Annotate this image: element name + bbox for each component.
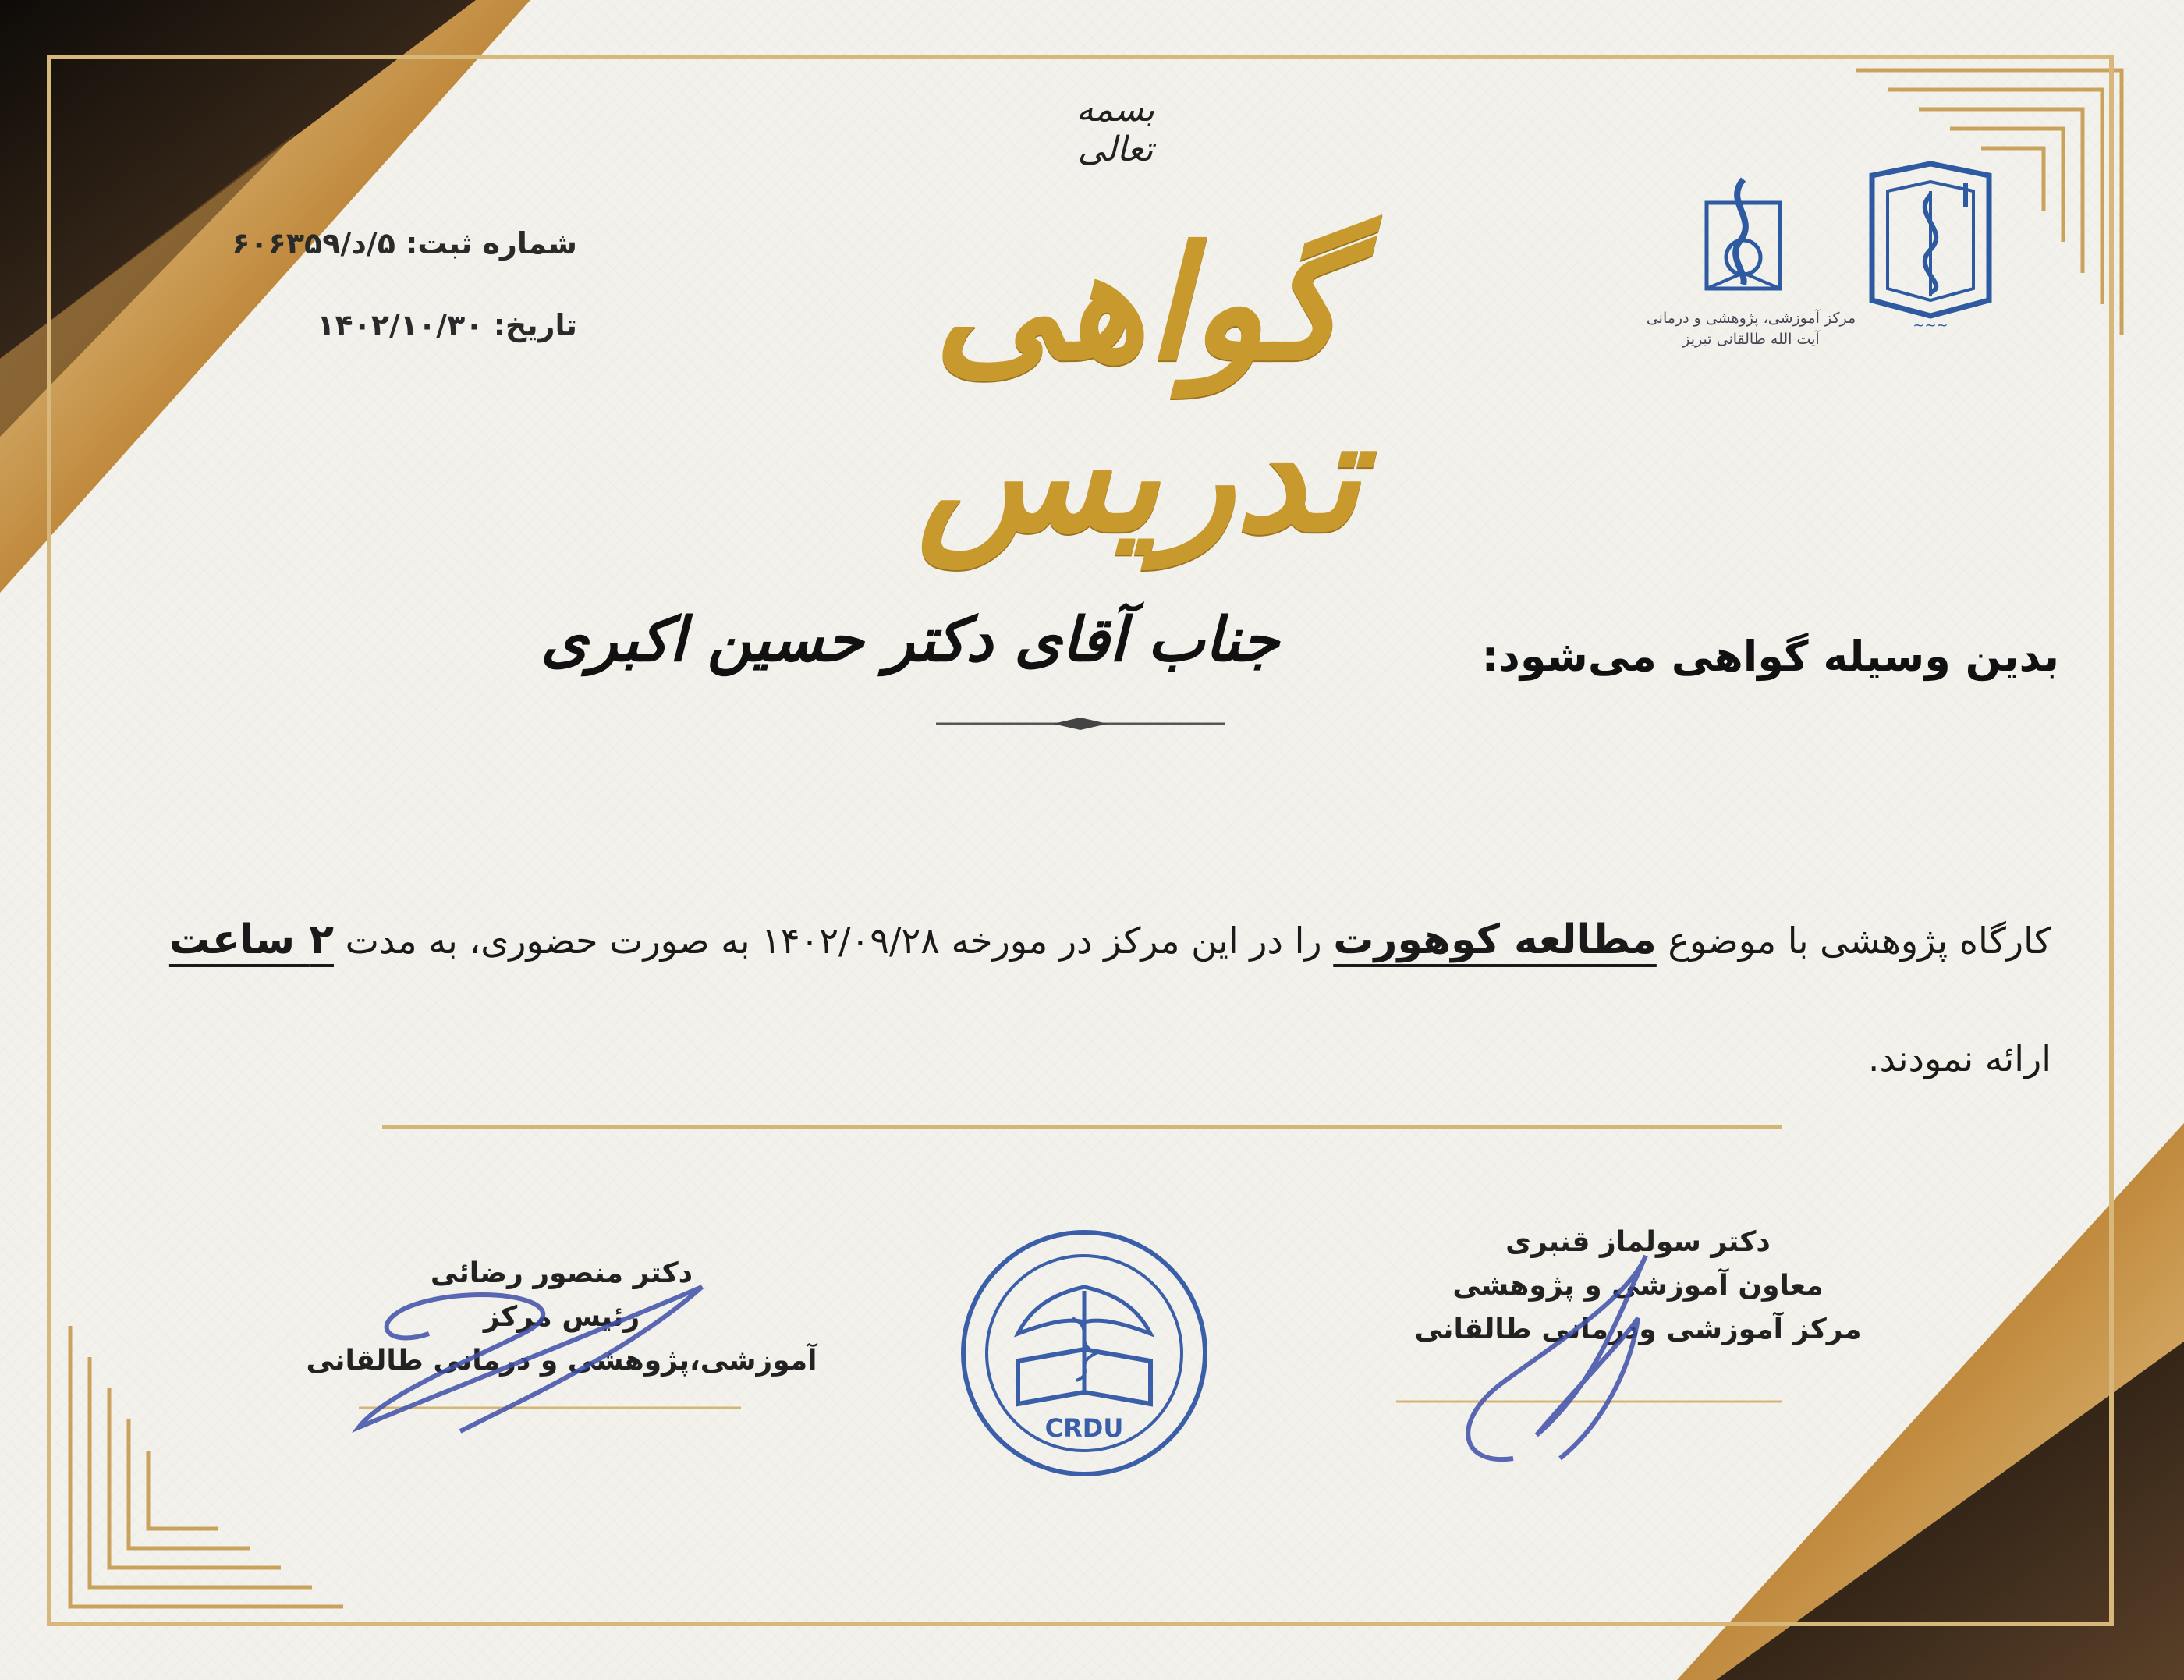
- body-line-1: کارگاه پژوهشی با موضوع مطالعه کوهورت را در این مرکز در مورخه ۱۴۰۲/۰۹/۲۸ به صورت حضوری، به مدت ۲ ساعت: [168, 916, 2051, 963]
- body-line-2: ارائه نمودند.: [1867, 1037, 2051, 1079]
- crdu-seal: [956, 1225, 1213, 1482]
- hospital-logo: [1700, 172, 1786, 296]
- university-logo: [1864, 160, 1997, 335]
- registration-number: شماره ثبت: ۵/د/۶۰۶۳۵۹: [232, 226, 577, 261]
- svg-text:~~~: ~~~: [1913, 317, 1948, 334]
- signer-org-left: آموزشی،پژوهشی و درمانی طالقانی: [306, 1344, 817, 1377]
- workshop-topic: مطالعه کوهورت: [1333, 916, 1657, 963]
- hospital-logo-caption: مرکز آموزشی، پژوهشی و درمانی آیت الله طالقانی تبریز: [1646, 310, 1856, 348]
- issue-date: تاریخ: ۱۴۰۲/۱۰/۳۰: [317, 308, 577, 342]
- signer-name-right: دکتر سولماز قنبری: [1505, 1226, 1771, 1258]
- workshop-duration: ۲ ساعت: [168, 916, 334, 963]
- signer-role-right: معاون آموزشی و پژوهشی: [1452, 1269, 1824, 1302]
- handwritten-signature-left: [335, 1240, 772, 1443]
- handwritten-signature-right: [1443, 1232, 1677, 1482]
- signer-org-right: مرکز آموزشی ودرمانی طالقانی: [1414, 1313, 1862, 1345]
- seal-label: CRDU: [1044, 1413, 1124, 1443]
- recipient-name: جناب آقای دکتر حسین اکبری: [541, 604, 1279, 675]
- basmala: بسمه تعالی: [1076, 90, 1155, 169]
- certify-text: بدین وسیله گواهی می‌شود:: [1481, 632, 2059, 681]
- signer-name-left: دکتر منصور رضائی: [430, 1257, 693, 1289]
- certificate-title: گواهی تدریس: [917, 212, 1360, 567]
- signer-role-left: رئیس مرکز: [483, 1300, 640, 1333]
